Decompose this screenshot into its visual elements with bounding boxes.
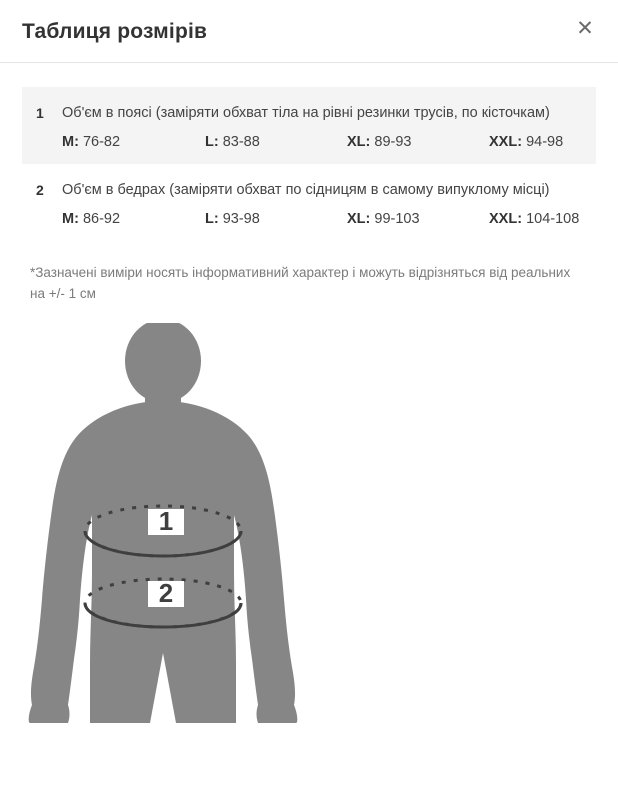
measure-content [62,180,582,227]
size-label: L: [205,134,219,151]
page-title: Таблиця розмірів [22,20,208,43]
size-cell-xxl [489,134,563,150]
size-cell-l [205,134,347,150]
size-value: 94-98 [526,134,564,151]
measure-description: Об'єм в поясі (заміряти обхват тіла на рівні резинки трусів, по кісточкам) [62,105,550,121]
size-cell-l [205,211,347,227]
size-value: 104-108 [526,211,580,228]
size-value: 83-88 [222,134,260,151]
size-cell-xl [347,211,489,227]
table-row [22,164,596,241]
size-cell-m [62,134,205,150]
size-cell-xl [347,134,489,150]
size-cell-m [62,211,205,227]
size-label: M: [62,134,79,151]
size-value: 86-92 [82,211,121,228]
size-label: M: [62,211,79,228]
measure-index: 1 [36,105,44,121]
measure-description: Об'єм в бедрах (заміряти обхват по сідницям в самому випуклому місці) [62,182,550,199]
size-label: XL: [347,134,371,151]
size-values [62,211,582,227]
hips-label: 2 [158,577,174,608]
measure-content [62,103,582,150]
disclaimer-text: *Зазначені виміри носять інформативний характер і можуть відрізняться від реальних на +/- 1 см [30,265,571,301]
size-value: 76-82 [82,134,121,151]
size-value: 93-98 [222,211,260,228]
measure-index: 2 [36,182,44,199]
size-value: 99-103 [374,211,420,228]
size-cell-xxl [489,211,579,227]
size-label: XXL: [489,134,523,151]
body-diagram [0,323,618,723]
size-label: XL: [347,211,371,228]
modal-header [0,0,618,63]
size-label: L: [205,211,219,228]
close-icon[interactable]: ✕ [572,16,598,42]
size-label: XXL: [489,211,523,228]
waist-label: 1 [158,505,174,536]
table-row [22,87,596,164]
size-values [62,134,582,150]
modal-body [0,63,618,305]
size-value: 89-93 [374,134,412,151]
